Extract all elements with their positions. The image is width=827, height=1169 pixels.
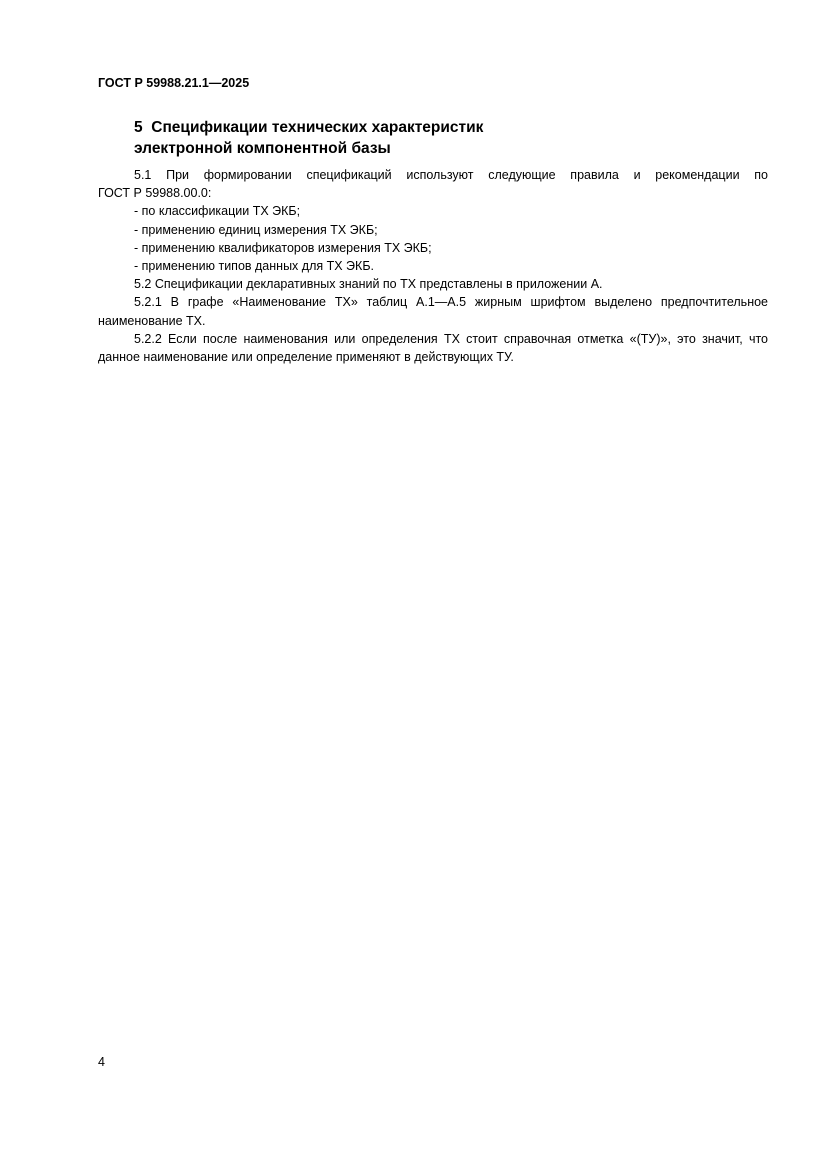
page-number: 4 <box>98 1055 105 1069</box>
paragraph-5-2: 5.2 Спецификации декларативных знаний по ТХ представлены в приложении А. <box>134 277 603 292</box>
paragraph-5-2-1: 5.2.1 В графе «Наименование ТХ» таблиц А.1—А.5 жирным шрифтом выделено предпочтительное наименование ТХ. <box>98 295 768 328</box>
section-title-line-2: электронной компонентной базы <box>134 140 391 157</box>
list-item: - по классификации ТХ ЭКБ; <box>134 204 301 219</box>
paragraph-5-1-line-1: 5.1 При формировании спецификаций используют следующие правила и рекомендации по <box>134 168 768 182</box>
section-title-line-1 <box>134 117 734 138</box>
document-code-header: ГОСТ Р 59988.21.1—2025 <box>98 76 250 90</box>
section-number: 5 <box>134 119 143 136</box>
section-body <box>98 166 768 366</box>
section-title <box>134 117 734 159</box>
list-item: - применению типов данных для ТХ ЭКБ. <box>134 259 374 274</box>
list-item: - применению единиц измерения ТХ ЭКБ; <box>134 222 378 237</box>
list-item: - применению квалификаторов измерения ТХ ЭКБ; <box>134 240 432 255</box>
section-title-text-1: Спецификации технических характеристик <box>151 119 484 136</box>
paragraph-5-1-line-2: ГОСТ Р 59988.00.0: <box>98 186 212 201</box>
paragraph-5-2-2: 5.2.2 Если после наименования или определения ТХ стоит справочная отметка «(ТУ)», это значит, что данное наименование или определение применяют в действующих ТУ. <box>98 331 768 365</box>
